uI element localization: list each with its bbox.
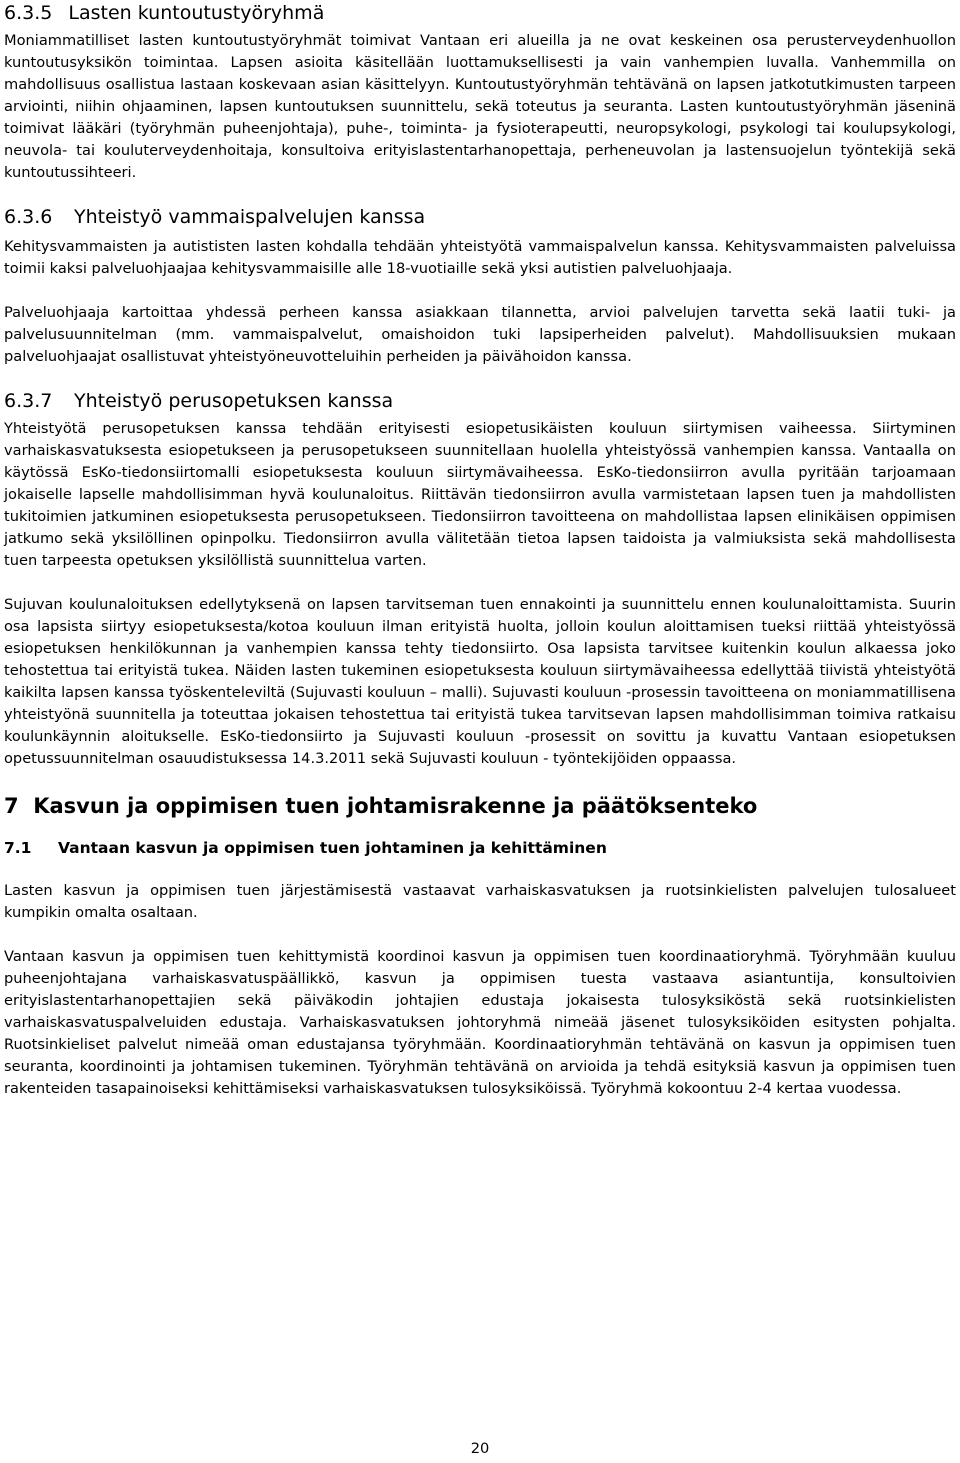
section-heading-6-3-7 <box>4 388 956 414</box>
document-page <box>4 0 956 1100</box>
paragraph-kuntoutustyoryhma: Moniammatilliset lasten kuntoutustyöryhmät toimivat Vantaan eri alueilla ja ne ovat keskeinen osa perusterveydenhuollon kuntoutusyksikön toimintaa. Lapsen asioita käsitellään luottamuksellisesti ja vain vanhempien luvalla. Vanhemmilla on mahdollisuus osallistua lastaan koskevaan asian käsittelyyn. Kuntoutustyöryhmän tehtävänä on lapsen jatkotutkimusten tarpeen arviointi, niihin ohjaaminen, lapsen kuntoutuksen suunnittelu, sekä toteutus ja seuranta. Lasten kuntoutustyöryhmän jäseninä toimivat lääkäri (työryhmän puheenjohtaja), puhe-, toiminta- ja fysioterapeutti, neuropsykologi, psykologi tai koulupsykologi, neuvola- tai kouluterveydenhoitaja, konsultoiva erityislastentarhanopettaja, perheneuvolan ja lastensuojelun työntekijä sekä kuntoutussihteeri. <box>4 32 956 181</box>
section-number: 7.1 <box>4 839 32 857</box>
section-heading-7-1 <box>4 836 956 860</box>
section-number: 6.3.6 <box>4 206 53 228</box>
paragraph-johtaminen-2: Vantaan kasvun ja oppimisen tuen kehittymistä koordinoi kasvun ja oppimisen tuen koordinaatioryhmä. Työryhmään kuuluu puheenjohtajana varhaiskasvatuspäällikkö, kasvun ja oppimisen tuesta vastaava asiantuntija, konsultoivien erityislastentarhanopettajien sekä päiväkodin johtajien edustaja jokaisesta tulosyksiköstä sekä ruotsinkielisten varhaiskasvatuspalveluiden edustaja. Varhaiskasvatuksen johtoryhmä nimeää jäsenet tulosyksiköiden esitysten pohjalta. Ruotsinkieliset palvelut nimeää oman edustajansa työryhmään. Koordinaatioryhmän tehtävänä on kasvun ja oppimisen tuen seuranta, koordinointi ja johtamisen tukeminen. Työryhmän tehtävänä on arvioida ja tehdä esityksiä kasvun ja oppimisen tuen rakenteiden tasapainoiseksi kehittämiseksi varhaiskasvatuksen tulosyksiköissä. Työryhmä kokoontuu 2-4 kertaa vuodessa. <box>4 948 956 1097</box>
section-title: Yhteistyö perusopetuksen kanssa <box>74 390 394 412</box>
chapter-heading-7: 7 Kasvun ja oppimisen tuen johtamisrakenne ja päätöksenteko <box>4 794 758 818</box>
paragraph-vammaispalvelut-1: Kehitysvammaisten ja autististen lasten kohdalla tehdään yhteistyötä vammaispalvelun kanssa. Kehitysvammaisten palveluissa toimii kaksi palveluohjaajaa kehitysvammaisille alle 18-vuotiaille sekä yksi autistien palveluohjaaja. <box>4 238 956 277</box>
paragraph-johtaminen-1: Lasten kasvun ja oppimisen tuen järjestämisestä vastaavat varhaiskasvatuksen ja ruotsinkielisten palvelujen tulosalueet kumpikin omalta osaltaan. <box>4 882 956 921</box>
section-number: 6.3.7 <box>4 390 53 412</box>
section-title: Lasten kuntoutustyöryhmä <box>68 2 325 24</box>
paragraph-perusopetus-2: Sujuvan koulunaloituksen edellytyksenä on lapsen tarvitseman tuen ennakointi ja suunnittelu ennen koulunaloittamista. Suurin osa lapsista siirtyy esiopetuksesta/kotoa kouluun ilman erityistä huolta, jolloin koulun aloittamisen tueksi riittää yhteistyössä esiopetuksen henkilökunnan ja vanhempien kanssa tehty tiedonsiirto. Osa lapsista tarvitsee kuitenkin koulun alkaessa joko tehostettua tai erityistä tukea. Näiden lasten tukeminen esiopetuksesta kouluun siirtymävaiheessa edellyttää tiivistä yhteistyötä kaikilta lapsen kanssa työskenteleviltä (Sujuvasti kouluun – malli). Sujuvasti kouluun -prosessin tavoitteena on moniammatillisena yhteistyönä suunnitella ja toteuttaa jokaisen tehostettua tai erityistä tukea tarvitsevan lapsen mahdollisimman toimiva ratkaisu koulunkäynnin aloitukselle. EsKo-tiedonsiirto ja Sujuvasti kouluun -prosessit on sovittu ja kuvattu Vantaan esiopetuksen opetussuunnitelman osauudistuksessa 14.3.2011 sekä Sujuvasti kouluun - työntekijöiden oppaassa. <box>4 596 956 767</box>
section-title: Vantaan kasvun ja oppimisen tuen johtaminen ja kehittäminen <box>58 839 607 857</box>
paragraph-vammaispalvelut-2: Palveluohjaaja kartoittaa yhdessä perheen kanssa asiakkaan tilannetta, arvioi palvelujen tarvetta sekä laatii tuki- ja palvelusuunnitelman (mm. vammaispalvelut, omaishoidon tuki lapsiperheiden palvelut). Mahdollisuuksien mukaan palveluohjaajat osallistuvat yhteistyöneuvotteluihin perheiden ja päivähoidon kanssa. <box>4 304 956 365</box>
section-number: 6.3.5 <box>4 2 53 24</box>
page-number: 20 <box>470 1440 490 1457</box>
paragraph-perusopetus-1: Yhteistyötä perusopetuksen kanssa tehdään erityisesti esiopetusikäisten kouluun siirtymisen vaiheessa. Siirtyminen varhaiskasvatuksesta esiopetukseen ja perusopetukseen suunnitellaan huolella yhteistyössä vanhempien kanssa. Vantaalla on käytössä EsKo-tiedonsiirtomalli esiopetuksesta kouluun siirtymävaiheessa. EsKo-tiedonsiirron avulla pyritään tarjoamaan jokaiselle lapselle mahdollisimman hyvä koulunaloitus. Riittävän tiedonsiirron avulla varmistetaan lapsen tuen ja mahdollisten tukitoimien jatkuminen esiopetuksesta perusopetukseen. Tiedonsiirron tavoitteena on mahdollistaa lapsen elinikäisen oppimisen jatkumo sekä yksilöllinen opinpolku. Tiedonsiirron avulla välitetään tietoa lapsen taidoista ja valmiuksista sekä mahdollisesta tuen tarpeesta opetuksen yksilöllistä suunnittelua varten. <box>4 420 956 569</box>
section-title: Yhteistyö vammaispalvelujen kanssa <box>74 206 426 228</box>
section-heading-6-3-6 <box>4 204 956 230</box>
section-heading-6-3-5 <box>4 0 956 26</box>
